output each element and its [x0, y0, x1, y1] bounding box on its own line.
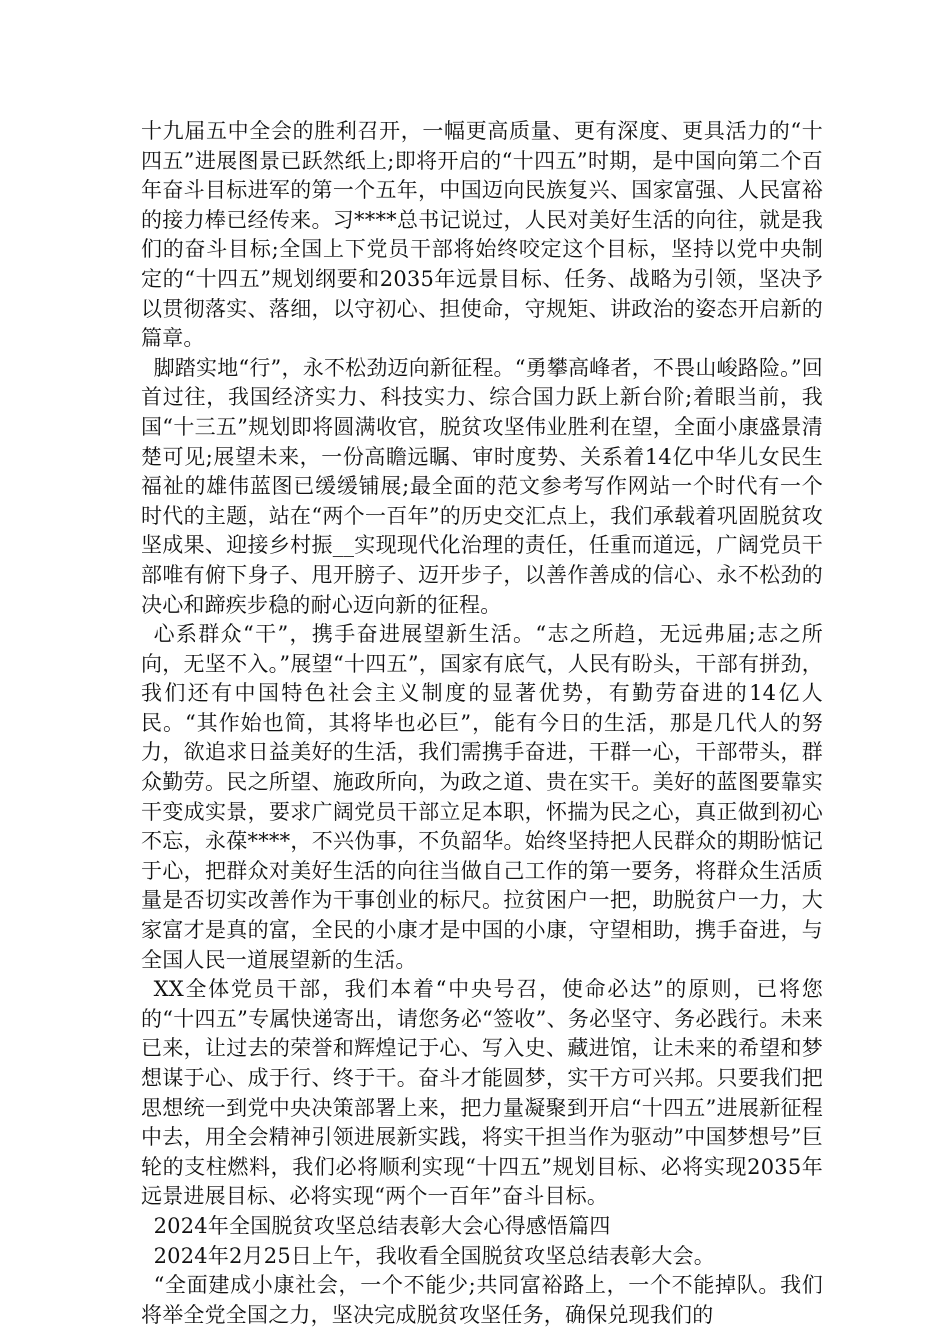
paragraph-3: 心系群众“干”，携手奋进展望新生活。“志之所趋，无远弗届;志之所向，无坚不入。”展望“十四五”，国家有底气，人民有盼头，干部有拼劲，我们还有中国特色社会主义制度的显著优势，有勤劳奋进的14亿人民。“其作始也简，其将毕也必巨”，能有今日的生活，那是几代人的努力，欲追求日益美好的生活，我们需携手奋进，干群一心，干部带头，群众勤劳。民之所望、施政所向，为政之道、贵在实干。美好的蓝图要靠实干变成实景，要求广阔党员干部立足本职，怀揣为民之心，真正做到初心不忘，永葆****，不兴伪事，不负韶华。始终坚持把人民群众的期盼惦记于心，把群众对美好生活的向往当做自己工作的第一要务，将群众生活质量是否切实改善作为干事创业的标尺。拉贫困户一把，助脱贫户一力，大家富才是真的富，全民的小康才是中国的小康，守望相助，携手奋进，与全国人民一道展望新的生活。 — [141, 622, 823, 972]
paragraph-2: 脚踏实地“行”，永不松劲迈向新征程。“勇攀高峰者，不畏山峻路险。”回首过往，我国经济实力、科技实力、综合国力跃上新台阶;着眼当前，我国“十三五”规划即将圆满收官，脱贫攻坚伟业胜利在望，全面小康盛景清楚可见;展望未来，一份高瞻远瞩、审时度势、关系着14亿中华儿女民生福祉的雄伟蓝图已缓缓铺展;最全面的范文参考写作网站一个时代有一个时代的主题，站在“两个一百年”的历史交汇点上，我们承载着巩固脱贫攻坚成果、迎接乡村振__实现现代化治理的责任，任重而道远，广阔党员干部唯有俯下身子、甩开膀子、迈开步子，以善作善成的信心、永不松劲的决心和蹄疾步稳的耐心迈向新的征程。 — [141, 355, 823, 617]
paragraph-4: XX全体党员干部，我们本着“中央号召，使命必达”的原则，已将您的“十四五”专属快递寄出，请您务必“签收”、务必坚守、务必践行。未来已来，让过去的荣誉和辉煌记于心、写入史、藏进馆，让未来的希望和梦想谋于心、成于行、终于干。奋斗才能圆梦，实干方可兴邦。只要我们把思想统一到党中央决策部署上来，把力量凝聚到开启“十四五”进展新征程中去，用全会精神引领进展新实践，将实干担当作为驱动”中国梦想号”巨轮的支柱燃料，我们必将顺利实现“十四五”规划目标、必将实现2035年远景进展目标、必将实现“两个一百年”奋斗目标。 — [141, 977, 823, 1209]
paragraph-1: 十九届五中全会的胜利召开，一幅更高质量、更有深度、更具活力的“十四五”进展图景已跃然纸上;即将开启的“十四五”时期，是中国向第二个百年奋斗目标进军的第一个五年，中国迈向民族复兴、国家富强、人民富裕的接力棒已经传来。习****总书记说过，人民对美好生活的向往，就是我们的奋斗目标;全国上下党员干部将始终咬定这个目标，坚持以党中央制定的“十四五”规划纲要和2035年远景目标、任务、战略为引领，坚决予以贯彻落实、落细，以守初心、担使命，守规矩、讲政治的姿态开启新的篇章。 — [141, 119, 823, 351]
document-body — [141, 117, 823, 1330]
paragraph-5: 2024年2月25日上午，我收看全国脱贫攻坚总结表彰大会。 — [153, 1243, 715, 1268]
paragraph-6: “全面建成小康社会，一个不能少;共同富裕路上，一个不能掉队。我们将举全党全国之力，坚决完成脱贫攻坚任务，确保兑现我们的 — [141, 1273, 823, 1327]
section-heading: 2024年全国脱贫攻坚总结表彰大会心得感悟篇四 — [153, 1213, 611, 1238]
